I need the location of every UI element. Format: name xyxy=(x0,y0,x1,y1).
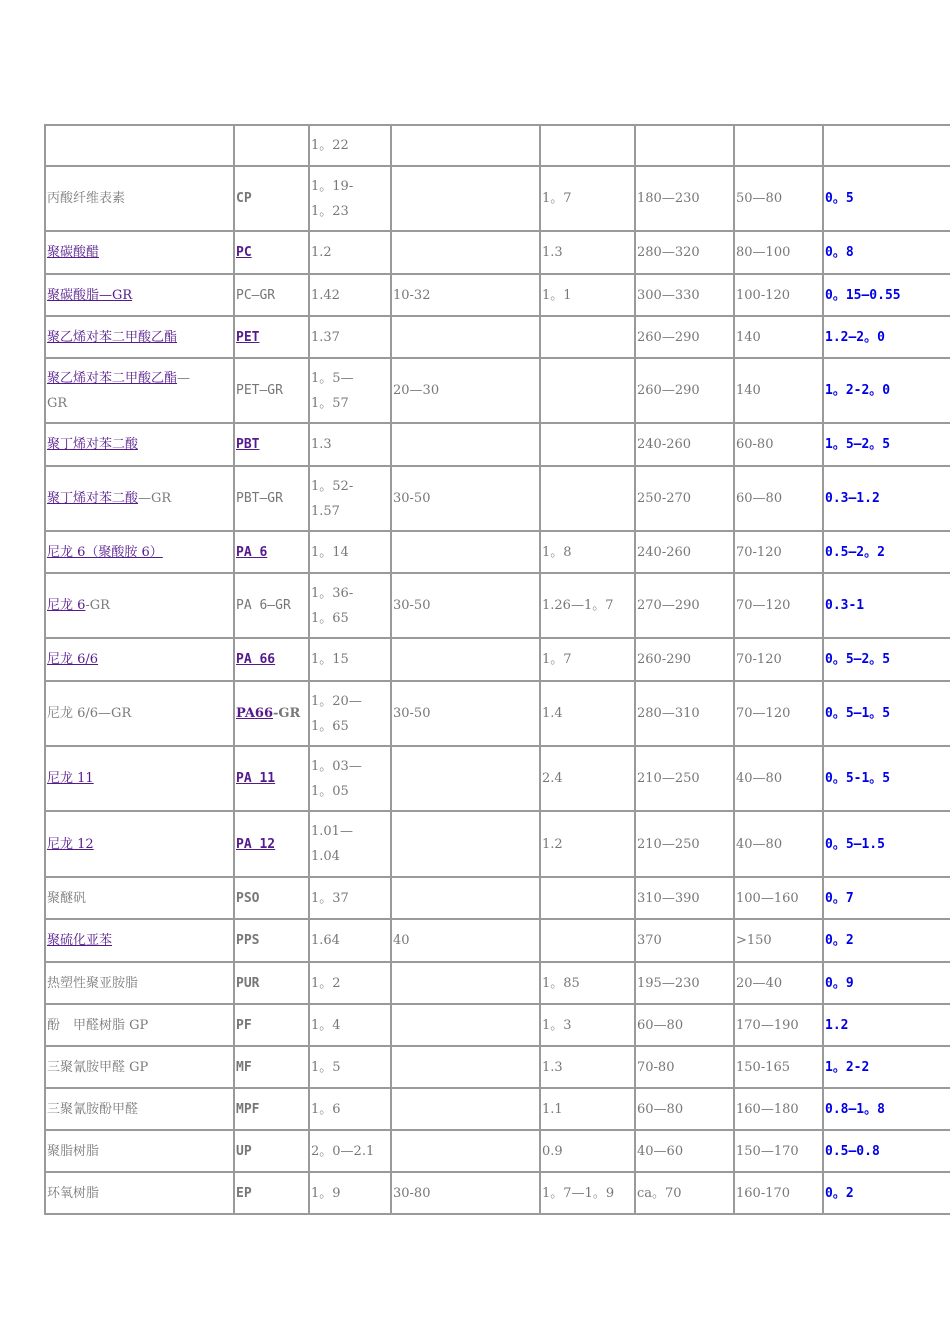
glass-fiber-cell xyxy=(391,1088,540,1130)
density-cell: 1.01— 1.04 xyxy=(309,811,391,877)
glass-fiber-cell xyxy=(391,1130,540,1172)
drying-cell: 0.3-1 xyxy=(823,573,950,638)
mold-temp-cell: 100-120 xyxy=(734,274,823,316)
table-row xyxy=(45,423,950,466)
material-name-cell: 聚脂树脂 xyxy=(45,1130,234,1172)
melt-temp-cell: 210—250 xyxy=(635,746,734,811)
shrinkage-cell: 1.3 xyxy=(540,231,635,274)
material-name-cell: 三聚氰胺甲醛 GP xyxy=(45,1046,234,1088)
drying-cell: 1.2 xyxy=(823,1004,950,1046)
shrinkage-cell: 1。1 xyxy=(540,274,635,316)
table-row xyxy=(45,166,950,231)
glass-fiber-cell xyxy=(391,1046,540,1088)
glass-fiber-cell xyxy=(391,877,540,919)
density-cell: 1。19- 1。23 xyxy=(309,166,391,231)
melt-temp-cell: 370 xyxy=(635,919,734,962)
drying-cell: 0.5—0.8 xyxy=(823,1130,950,1172)
glass-fiber-cell: 20—30 xyxy=(391,358,540,423)
table-row xyxy=(45,1046,950,1088)
shrinkage-cell: 1。7 xyxy=(540,638,635,681)
code-cell xyxy=(234,681,309,746)
mold-temp-cell: 50—80 xyxy=(734,166,823,231)
density-cell: 1。5 xyxy=(309,1046,391,1088)
shrinkage-cell: 1。85 xyxy=(540,962,635,1004)
melt-temp-cell: ca。70 xyxy=(635,1172,734,1214)
drying-cell: 1。2-2。0 xyxy=(823,358,950,423)
mold-temp-cell xyxy=(734,125,823,166)
table-row xyxy=(45,1172,950,1214)
code-cell[interactable]: PBT xyxy=(234,423,309,466)
code-cell: CP xyxy=(234,166,309,231)
melt-temp-cell: 250-270 xyxy=(635,466,734,531)
table-row xyxy=(45,358,950,423)
shrinkage-cell: 2.4 xyxy=(540,746,635,811)
drying-cell: 0。2 xyxy=(823,919,950,962)
melt-temp-cell: 60—80 xyxy=(635,1088,734,1130)
material-suffix: -GR xyxy=(85,598,110,613)
table-row xyxy=(45,231,950,274)
mold-temp-cell: 20—40 xyxy=(734,962,823,1004)
code-cell: MF xyxy=(234,1046,309,1088)
mold-temp-cell: 160—180 xyxy=(734,1088,823,1130)
mold-temp-cell: 160-170 xyxy=(734,1172,823,1214)
density-cell: 1。03— 1。05 xyxy=(309,746,391,811)
table-row xyxy=(45,274,950,316)
glass-fiber-cell: 30-50 xyxy=(391,681,540,746)
material-name-cell[interactable]: 聚丁烯对苯二酸 xyxy=(45,423,234,466)
mold-temp-cell: 60—80 xyxy=(734,466,823,531)
code-cell[interactable]: PA 12 xyxy=(234,811,309,877)
glass-fiber-cell xyxy=(391,962,540,1004)
code-cell xyxy=(234,125,309,166)
drying-cell: 0。2 xyxy=(823,1172,950,1214)
material-name-cell: 聚醚矾 xyxy=(45,877,234,919)
material-name-cell[interactable]: 尼龙 6（聚酸胺 6） xyxy=(45,531,234,573)
material-name-cell: 丙酸纤维表素 xyxy=(45,166,234,231)
glass-fiber-cell xyxy=(391,316,540,358)
density-cell: 2。0—2.1 xyxy=(309,1130,391,1172)
density-cell: 1.64 xyxy=(309,919,391,962)
melt-temp-cell: 280—310 xyxy=(635,681,734,746)
material-name-cell[interactable]: 尼龙 12 xyxy=(45,811,234,877)
density-cell: 1。5— 1。57 xyxy=(309,358,391,423)
material-name-cell xyxy=(45,573,234,638)
melt-temp-cell: 260—290 xyxy=(635,316,734,358)
mold-temp-cell: 70—120 xyxy=(734,573,823,638)
mold-temp-cell: 100—160 xyxy=(734,877,823,919)
glass-fiber-cell xyxy=(391,1004,540,1046)
drying-cell: 0。8 xyxy=(823,231,950,274)
shrinkage-cell: 1。7—1。9 xyxy=(540,1172,635,1214)
material-name-cell xyxy=(45,466,234,531)
code-cell: PA 6—GR xyxy=(234,573,309,638)
drying-cell: 0。5—2。5 xyxy=(823,638,950,681)
table-row xyxy=(45,746,950,811)
shrinkage-cell: 1。3 xyxy=(540,1004,635,1046)
density-cell: 1。36- 1。65 xyxy=(309,573,391,638)
code-cell[interactable]: PC xyxy=(234,231,309,274)
drying-cell: 0。5—1.5 xyxy=(823,811,950,877)
glass-fiber-cell xyxy=(391,125,540,166)
melt-temp-cell: 60—80 xyxy=(635,1004,734,1046)
material-name-cell[interactable]: 聚乙烯对苯二甲酸乙酯 xyxy=(45,316,234,358)
drying-cell xyxy=(823,125,950,166)
density-cell: 1。52- 1.57 xyxy=(309,466,391,531)
code-cell: PF xyxy=(234,1004,309,1046)
material-name-cell xyxy=(45,358,234,423)
shrinkage-cell: 1.2 xyxy=(540,811,635,877)
shrinkage-cell xyxy=(540,466,635,531)
mold-temp-cell: 150—170 xyxy=(734,1130,823,1172)
table-row xyxy=(45,316,950,358)
material-link[interactable]: 聚丁烯对苯二酸 xyxy=(47,491,139,506)
code-cell[interactable]: PA 6 xyxy=(234,531,309,573)
shrinkage-cell: 1.26—1。7 xyxy=(540,573,635,638)
table-row xyxy=(45,466,950,531)
density-cell: 1.42 xyxy=(309,274,391,316)
density-cell: 1。6 xyxy=(309,1088,391,1130)
mold-temp-cell: 60-80 xyxy=(734,423,823,466)
melt-temp-cell: 260—290 xyxy=(635,358,734,423)
shrinkage-cell: 1.3 xyxy=(540,1046,635,1088)
shrinkage-cell xyxy=(540,358,635,423)
density-cell: 1.3 xyxy=(309,423,391,466)
material-name-cell: 三聚氰胺酚甲醛 xyxy=(45,1088,234,1130)
mold-temp-cell: 150-165 xyxy=(734,1046,823,1088)
drying-cell: 1。2-2 xyxy=(823,1046,950,1088)
glass-fiber-cell xyxy=(391,638,540,681)
table-row xyxy=(45,681,950,746)
table-row xyxy=(45,1088,950,1130)
shrinkage-cell xyxy=(540,919,635,962)
glass-fiber-cell xyxy=(391,231,540,274)
code-suffix: -GR xyxy=(273,706,301,721)
melt-temp-cell: 310—390 xyxy=(635,877,734,919)
melt-temp-cell: 300—330 xyxy=(635,274,734,316)
density-cell: 1。37 xyxy=(309,877,391,919)
drying-cell: 0.8—1。8 xyxy=(823,1088,950,1130)
table-row xyxy=(45,1004,950,1046)
drying-cell: 0。7 xyxy=(823,877,950,919)
melt-temp-cell: 40—60 xyxy=(635,1130,734,1172)
glass-fiber-cell xyxy=(391,746,540,811)
table-row xyxy=(45,877,950,919)
code-cell[interactable]: PET xyxy=(234,316,309,358)
shrinkage-cell xyxy=(540,423,635,466)
material-suffix: — GR xyxy=(47,370,191,411)
code-cell: PSO xyxy=(234,877,309,919)
drying-cell: 0。9 xyxy=(823,962,950,1004)
mold-temp-cell: 140 xyxy=(734,316,823,358)
code-cell: MPF xyxy=(234,1088,309,1130)
material-suffix: —GR xyxy=(138,491,172,506)
drying-cell: 1。5—2。5 xyxy=(823,423,950,466)
glass-fiber-cell xyxy=(391,811,540,877)
material-link[interactable]: 尼龙 6 xyxy=(47,598,86,613)
drying-cell: 0。5-1。5 xyxy=(823,746,950,811)
table-row xyxy=(45,811,950,877)
density-cell: 1。22 xyxy=(309,125,391,166)
mold-temp-cell: 70—120 xyxy=(734,681,823,746)
drying-cell: 0。5—1。5 xyxy=(823,681,950,746)
material-name-cell: 环氧树脂 xyxy=(45,1172,234,1214)
shrinkage-cell xyxy=(540,316,635,358)
glass-fiber-cell xyxy=(391,166,540,231)
glass-fiber-cell: 10-32 xyxy=(391,274,540,316)
density-cell: 1.2 xyxy=(309,231,391,274)
density-cell: 1。20— 1。65 xyxy=(309,681,391,746)
density-cell: 1。15 xyxy=(309,638,391,681)
melt-temp-cell: 210—250 xyxy=(635,811,734,877)
material-link[interactable]: 聚乙烯对苯二甲酸乙酯 xyxy=(47,370,178,386)
table-row xyxy=(45,531,950,573)
table-row xyxy=(45,638,950,681)
code-cell: EP xyxy=(234,1172,309,1214)
melt-temp-cell: 180—230 xyxy=(635,166,734,231)
density-cell: 1。9 xyxy=(309,1172,391,1214)
material-name-cell xyxy=(45,125,234,166)
code-cell: PC—GR xyxy=(234,274,309,316)
density-cell: 1。14 xyxy=(309,531,391,573)
melt-temp-cell: 195—230 xyxy=(635,962,734,1004)
mold-temp-cell: 70-120 xyxy=(734,531,823,573)
table-row xyxy=(45,125,950,166)
code-cell: PBT—GR xyxy=(234,466,309,531)
glass-fiber-cell xyxy=(391,531,540,573)
shrinkage-cell: 1。7 xyxy=(540,166,635,231)
glass-fiber-cell: 30-50 xyxy=(391,573,540,638)
drying-cell: 0.3—1.2 xyxy=(823,466,950,531)
material-name-cell: 热塑性聚亚胺脂 xyxy=(45,962,234,1004)
glass-fiber-cell: 30-80 xyxy=(391,1172,540,1214)
density-cell: 1.37 xyxy=(309,316,391,358)
table-row xyxy=(45,573,950,638)
melt-temp-cell: 260-290 xyxy=(635,638,734,681)
glass-fiber-cell: 30-50 xyxy=(391,466,540,531)
table-row xyxy=(45,962,950,1004)
mold-temp-cell: 70-120 xyxy=(734,638,823,681)
code-cell[interactable]: PA 66 xyxy=(234,638,309,681)
table-row xyxy=(45,919,950,962)
mold-temp-cell: 140 xyxy=(734,358,823,423)
code-cell: UP xyxy=(234,1130,309,1172)
shrinkage-cell: 1.4 xyxy=(540,681,635,746)
glass-fiber-cell: 40 xyxy=(391,919,540,962)
shrinkage-cell xyxy=(540,125,635,166)
material-name-cell: 酚 甲醛树脂 GP xyxy=(45,1004,234,1046)
code-cell[interactable]: PA 11 xyxy=(234,746,309,811)
shrinkage-cell: 1。8 xyxy=(540,531,635,573)
code-cell: PPS xyxy=(234,919,309,962)
mold-temp-cell: 80—100 xyxy=(734,231,823,274)
melt-temp-cell: 240-260 xyxy=(635,531,734,573)
melt-temp-cell: 240-260 xyxy=(635,423,734,466)
material-name-cell[interactable]: 尼龙 11 xyxy=(45,746,234,811)
mold-temp-cell: 170—190 xyxy=(734,1004,823,1046)
material-properties-table xyxy=(44,124,950,1215)
density-cell: 1。2 xyxy=(309,962,391,1004)
material-name-cell[interactable]: 尼龙 6/6 xyxy=(45,638,234,681)
melt-temp-cell xyxy=(635,125,734,166)
density-cell: 1。4 xyxy=(309,1004,391,1046)
code-cell: PET—GR xyxy=(234,358,309,423)
drying-cell: 0.5—2。2 xyxy=(823,531,950,573)
melt-temp-cell: 270—290 xyxy=(635,573,734,638)
drying-cell: 1.2—2。0 xyxy=(823,316,950,358)
melt-temp-cell: 280—320 xyxy=(635,231,734,274)
shrinkage-cell: 0.9 xyxy=(540,1130,635,1172)
shrinkage-cell xyxy=(540,877,635,919)
mold-temp-cell: 40—80 xyxy=(734,811,823,877)
table-row xyxy=(45,1130,950,1172)
code-link[interactable]: PA66 xyxy=(236,706,274,721)
mold-temp-cell: 40—80 xyxy=(734,746,823,811)
code-cell: PUR xyxy=(234,962,309,1004)
material-name-cell: 尼龙 6/6—GR xyxy=(45,681,234,746)
shrinkage-cell: 1.1 xyxy=(540,1088,635,1130)
glass-fiber-cell xyxy=(391,423,540,466)
material-name-cell[interactable]: 聚碳酸醋 xyxy=(45,231,234,274)
mold-temp-cell: >150 xyxy=(734,919,823,962)
material-name-cell[interactable]: 聚硫化亚苯 xyxy=(45,919,234,962)
drying-cell: 0。15—0.55 xyxy=(823,274,950,316)
material-name-cell[interactable]: 聚碳酸脂—GR xyxy=(45,274,234,316)
drying-cell: 0。5 xyxy=(823,166,950,231)
melt-temp-cell: 70-80 xyxy=(635,1046,734,1088)
